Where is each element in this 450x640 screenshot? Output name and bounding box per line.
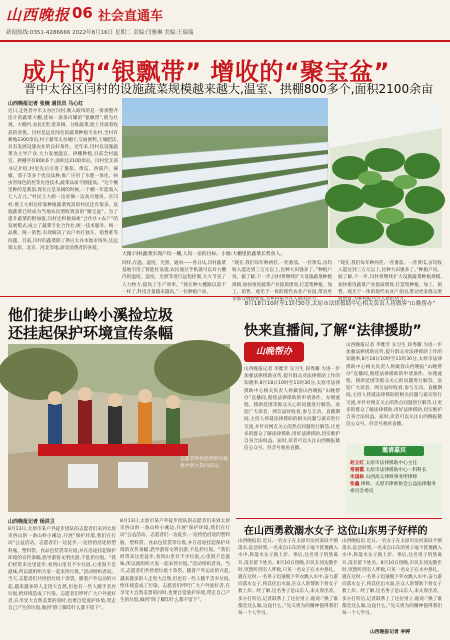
litter-byline: 山西晚报记者 杨洪卫 — [8, 519, 55, 525]
rescue-divider — [236, 518, 442, 519]
volunteers-photo-graphic — [8, 344, 230, 512]
guest-name: 张鑫 — [350, 482, 360, 487]
vegetable-photo-graphic — [330, 98, 442, 248]
guest-item — [350, 474, 438, 481]
lead-photo-caption: 大图:闫村蔬菜实现户均一棚,人均一亩的目标。小图:大棚里的蔬菜长势喜人。 — [122, 252, 286, 257]
section-title: 社会直通车 — [98, 9, 164, 24]
lead-column-1: 近日,走进晋中市太谷区闫村,映入眼帘的是一排排整齐连片的蔬菜大棚,犹如一条条闪耀的“银飘带”,蔚为壮观。大棚内,农民们忙着采摘、分拣蔬菜,脸上洋溢着收获的喜悦。闫村是远近闻名的蔬菜种植专业村,全村有耕地2300余亩,村子紧邻太谷城区,交通便利,土壤肥沃,具有发展设施农业的良好条件。近年来,闫村以设施蔬菜为主导产业,大力发展温室、拱棚种植,目前全村温室、拱棚共有800多个,面积达2100余亩。闫村党支部书记介绍,村里先后引进了番茄、黄瓜、西葫芦、辣椒、茄子等多个优良品种,推广应用了水肥一体化、病虫害绿色防控等先进技术,蔬菜品质不断提高。“这个棚里种的是番茄,现在正是采摘的时候,一个棚一年能收入七八万元。”村民王大姐一边采摘一边高兴地说。在闫村,像王大姐这样靠种植蔬菜致富的村民还有很多。设施蔬菜已经成为当地农民增收致富的“聚宝盆”。为了提升蔬菜的附加值,闫村还积极探索“合作社+农户”的发展模式,成立了蔬菜专业合作社,统一技术服务、统一品牌、统一销售,有效解决了农户单打独斗、销售难等问题。目前,闫村的蔬菜除了供应太谷本地市场外,还远销太原、北京、河北等地,深受消费者的喜爱。 — [8, 109, 118, 251]
volunteers-photo-caption: 志愿者将捡拾到的垃圾集中到大袋内清运。 — [180, 457, 228, 469]
lead-headline: 成片的“银飘带” 增收的“聚宝盆” — [22, 58, 390, 86]
vegetable-plants-photo — [330, 98, 442, 248]
rescue-byline: 山西晚报记者 李婷 — [370, 630, 411, 635]
litter-headline-line2: 还挂起保护环境宣传条幅 — [8, 324, 174, 342]
guests-list — [350, 460, 438, 495]
volunteers-photo — [8, 344, 230, 512]
page-number: 06 — [72, 4, 93, 22]
masthead — [0, 0, 450, 42]
rescue-column-2: 山西晚报讯 近日,一名女子在太原市汾河某段不慎落水,危急时刻,一名来自山东的男子毫不犹豫跳入水中,将落水女子救上岸。事后,这名男子悄然离开,没有留下姓名。8月10日傍晚,市民在河边散步时,突然听到有人呼救,只见一名女子在水中挣扎。就在这时,一名男子迅速脱下外衣跳入水中,奋力游向落水女子,将其托出水面,在众人的帮助下将女子救上岸。经了解,这名男子是山东人,来太原出差。多方打听后,记者联系上了这位男子,他说:“换了谁都会这么做,这没什么。”见义勇为的精神值得我们每一个人学习。 — [342, 539, 442, 617]
guest-item — [350, 467, 438, 474]
guests-title-bar — [364, 446, 424, 456]
rescue-headline: 在山西勇救溺水女子 这位山东男子好样的 — [244, 526, 428, 537]
legal-headline: 快来直播间,了解“法律援助” — [244, 323, 422, 339]
masthead-meta: 新闻热线:0351-4286666 2022年8月16日 星期二 责编:闫雅琳 美编:王瑞瑞 — [6, 30, 194, 36]
litter-column-2: 8月13日,太原市某户外徒步团队的志愿者们来到太原市西山的一条山岭小溪边,开展“保护环境,我们在行动”公益活动。志愿者们一边徒步,一边捡拾沿途的塑料瓶、塑料袋、食品包装袋等垃圾,并在沿途挂起保护环境的宣传条幅,倡导游客文明出游,不乱扔垃圾。“我们经常来这里徒步,看到山里有不少垃圾,心里很不是滋味,所以就组织大家一起来捡垃圾。”活动组织者说。当天,志愿者们共捡拾垃圾十余袋。随着户外运动的兴起,越来越多的人走进大自然,但也有一些人随手丢弃垃圾,给环境造成了污染。志愿者们呼吁广大户外爱好者,在享受大自然美景的同时,也要自觉爱护环境,带走自己产生的垃圾,做到“除了脚印什么都不留下”。 — [120, 519, 230, 604]
legal-column-2: 山西晚报记者 李雅芳 实习生 段秀璐 为进一步加强法律援助宣传,提升群众对法律援助工作的知晓率,8月18日10时至11时30分,太原市法律援助中心相关负责人将做客山西晚报“山晚帮办”直播间,围绕法律援助的申请条件、办理流程、援助范围等群众关心的问题进行解答。欢迎广大读者、网友届时收看,参与互动。直播期间,主持人将就法律援助的相关问题与嘉宾进行交流,并针对网友关心的热点问题进行解答,让更多的群众了解法律援助,用好法律援助,切实维护自身合法权益。届时,读者可以关注山西晚报微信公众号、抖音号观看直播。 — [346, 343, 442, 428]
lead-subheadline: 晋中太谷区闫村的设施蔬菜规模越来越大,温室、拱棚800多个,面积2100余亩 — [24, 82, 434, 96]
litter-column-1: 8月13日,太原市某户外徒步团队的志愿者们来到太原市西山的一条山岭小溪边,开展“保护环境,我们在行动”公益活动。志愿者们一边徒步,一边捡拾沿途的塑料瓶、塑料袋、食品包装袋等垃圾,并在沿途挂起保护环境的宣传条幅,倡导游客文明出游,不乱扔垃圾。“我们经常来这里徒步,看到山里有不少垃圾,心里很不是滋味,所以就组织大家一起来捡垃圾。”活动组织者说。当天,志愿者们共捡拾垃圾十余袋。随着户外运动的兴起,越来越多的人走进大自然,但也有一些人随手丢弃垃圾,给环境造成了污染。志愿者们呼吁广大户外爱好者,在享受大自然美景的同时,也要自觉爱护环境,带走自己产生的垃圾,做到“除了脚印什么都不留下”。 — [8, 527, 116, 612]
newspaper-logo: 山西晚报 — [6, 6, 71, 24]
section-divider — [0, 296, 450, 297]
lead-column-2: 同样,在温、湿度、光照、通风——各日从,闫村蔬菜基地引进了智能化设施,农民通过手机就可以对大棚内的温度、湿度、光照等进行远程控制,大大节省了人力物力,提高了生产效率。“现在种大棚跟以前不一样了,科技含量越来越高。”一位种植户说。 — [122, 261, 226, 295]
lead-column-3: “现在,我们每年种两茬,一茬番茄、一茬黄瓜,亩均收入能达到三万元以上,比种大田强多了。”种植户说。据了解,下一步,闫村将继续扩大设施蔬菜种植规模,加快推进蔬菜产业提质增效,打造集种植、加工、销售、观光于一体的现代农业产业园,带动更多群众增收致富,为乡村振兴注入新的活力。 — [232, 261, 332, 303]
guests-title: 邀请嘉宾 — [381, 447, 406, 454]
guests-box — [346, 444, 442, 514]
greenhouse-aerial-photo — [122, 98, 328, 248]
legal-dateline: 8月18日10时至11时30分,太原市法律援助中心相关负责人将做客“山晚帮办” — [244, 301, 436, 307]
guest-item — [350, 460, 438, 467]
guest-title: 太原市法律援助中心主任 — [365, 461, 418, 466]
litter-headline-line1: 他们徒步山岭小溪捡垃圾 — [8, 306, 174, 324]
legal-column-1: 山西晚报记者 李雅芳 实习生 段秀璐 为进一步加强法律援助宣传,提升群众对法律援助工作的知晓率,8月18日10时至11时30分,太原市法律援助中心相关负责人将做客山西晚报“山晚帮办”直播间,围绕法律援助的申请条件、办理流程、援助范围等群众关心的问题进行解答。欢迎广大读者、网友届时收看,参与互动。直播期间,主持人将就法律援助的相关问题与嘉宾进行交流,并针对网友关心的热点问题进行解答,让更多的群众了解法律援助,用好法律援助,切实维护自身合法权益。届时,读者可以关注山西晚报微信公众号、抖音号观看直播。 — [244, 367, 340, 452]
lead-column-4: “现在,我们每年种两茬,一茬番茄、一茬黄瓜,亩均收入能达到三万元以上,比种大田强多了。”种植户说。据了解,下一步,闫村将继续扩大设施蔬菜种植规模,加快推进蔬菜产业提质增效,打造集种植、加工、销售、观光于一体的现代农业产业园,带动更多群众增收致富,为乡村振兴注入新的活力。 — [338, 261, 442, 303]
guest-title: 律师、太原市律师协会公益法律服务委员会委员 — [350, 482, 436, 494]
lead-byline: 山西晚报记者 张楠 通讯员 马心红 — [8, 101, 84, 107]
guest-title: 山西高义律师事务所律师 — [365, 475, 418, 480]
rescue-column-1: 山西晚报讯 近日,一名女子在太原市汾河某段不慎落水,危急时刻,一名来自山东的男子毫不犹豫跳入水中,将落水女子救上岸。事后,这名男子悄然离开,没有留下姓名。8月10日傍晚,市民在河边散步时,突然听到有人呼救,只见一名女子在水中挣扎。就在这时,一名男子迅速脱下外衣跳入水中,奋力游向落水女子,将其托出水面,在众人的帮助下将女子救上岸。经了解,这名男子是山东人,来太原出差。多方打听后,记者联系上了这位男子,他说:“换了谁都会这么做,这没什么。”见义勇为的精神值得我们每一个人学习。 — [238, 539, 338, 617]
guest-name: 常丽霞 — [350, 468, 365, 473]
guest-item — [350, 481, 438, 495]
greenhouse-photo-graphic — [122, 98, 328, 248]
guest-name: 赵立红 — [350, 461, 365, 466]
brand-badge-label: 山晚帮办 — [255, 347, 292, 357]
guest-name: 米国栋 — [350, 475, 365, 480]
brand-badge — [244, 342, 304, 362]
guest-title: 太原市法律援助中心一科科长 — [365, 468, 427, 473]
